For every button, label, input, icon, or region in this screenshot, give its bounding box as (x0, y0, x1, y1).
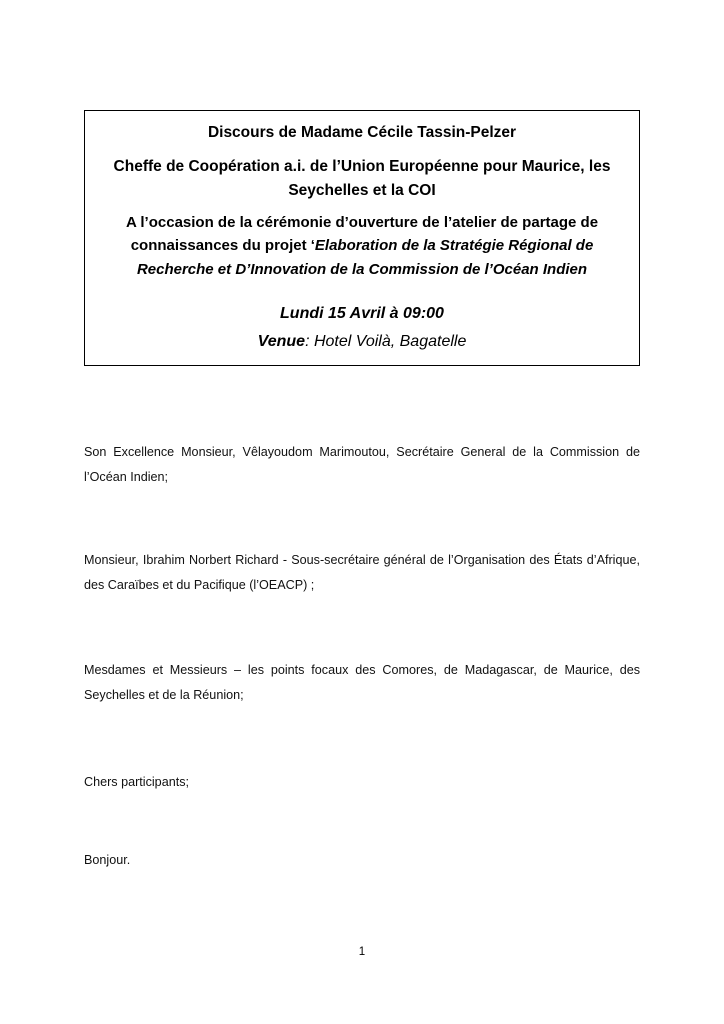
title-spacer (97, 283, 627, 305)
paragraph-2: Monsieur, Ibrahim Norbert Richard - Sous-secrétaire général de l’Organisation des États d’Afrique, des Caraïbes et du Pacifique (l’OEACP) ; (84, 553, 640, 593)
title-box (84, 110, 640, 366)
page-number: 1 (358, 946, 366, 958)
occasion-prefix: A l’occasion de la cérémonie d’ouverture de l’atelier de partage de connaissances du projet ‘ (125, 214, 599, 255)
event-venue (97, 333, 627, 351)
paragraph-5: Bonjour. (84, 853, 131, 867)
speech-title: Discours de Madame Cécile Tassin-Pelzer (207, 124, 517, 141)
event-date: Lundi 15 Avril à 09:00 (280, 304, 444, 322)
occasion-line (97, 211, 627, 281)
venue-label: Venue (257, 332, 306, 350)
paragraph-1: Son Excellence Monsieur, Vêlayoudom Marimoutou, Secrétaire General de la Commission de l’Océan Indien; (84, 445, 640, 485)
speaker-role: Cheffe de Coopération a.i. de l’Union Européenne pour Maurice, les Seychelles et la COI (113, 158, 611, 200)
venue-value: : Hotel Voilà, Bagatelle (305, 332, 467, 350)
paragraph-4: Chers participants; (84, 775, 189, 789)
paragraph-3: Mesdames et Messieurs – les points focaux des Comores, de Madagascar, de Maurice, des Seychelles et de la Réunion; (84, 663, 640, 703)
project-name: Elaboration de la Stratégie Régional de Recherche et D’Innovation de la Commission de l’Océan Indien (136, 237, 594, 278)
